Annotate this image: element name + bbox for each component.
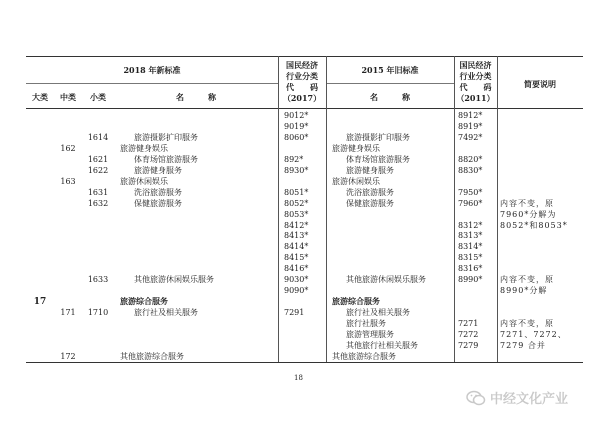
cell-code-2017: 8053* xyxy=(284,209,309,219)
remark-note: 内容不变，原 8990*分解 xyxy=(500,275,554,296)
cell-major: 17 xyxy=(33,297,47,308)
remark-note: 内容不变，原 7960*分解为 8052*和8053* xyxy=(500,198,568,230)
cell-old-name: 体育场馆旅游服务 xyxy=(346,154,410,164)
cell-code-2011: 7272 xyxy=(458,330,479,339)
cell-old-name: 旅游健身娱乐 xyxy=(332,143,380,153)
cell-old-name: 其他旅行社相关服务 xyxy=(346,340,418,350)
header-code-2017-line: 代 码 xyxy=(286,82,318,92)
watermark-text: 中经文化产业 xyxy=(490,392,569,407)
header-divider-rule-old xyxy=(326,83,454,84)
cell-code-2017: 8051* xyxy=(284,187,309,197)
cell-code-2011: 8912* xyxy=(458,111,483,120)
cell-name: 旅游休闲娱乐 xyxy=(120,176,168,186)
header-col-mid: 中类 xyxy=(60,92,76,102)
header-col-name: 名 称 xyxy=(176,92,216,102)
cell-minor: 1631 xyxy=(87,187,109,197)
header-bottom-rule xyxy=(26,108,583,109)
cell-code-2017: 9090* xyxy=(284,286,309,296)
table-top-rule xyxy=(26,56,583,57)
wechat-icon xyxy=(466,390,486,406)
cell-old-name: 洗浴旅游服务 xyxy=(346,187,394,197)
cell-mid: 162 xyxy=(60,143,76,153)
cell-code-2017: 8415* xyxy=(284,253,309,263)
cell-old-name: 旅游健身服务 xyxy=(346,165,394,175)
cell-code-2011: 8314* xyxy=(458,242,483,252)
cell-code-2011: 8315* xyxy=(458,253,483,263)
cell-code-2017: 9030* xyxy=(284,275,309,285)
cell-code-2017: 892* xyxy=(284,154,304,164)
cell-old-name: 保健旅游服务 xyxy=(346,198,394,208)
header-code-2011-line: 行业分类 xyxy=(459,71,492,81)
header-col-name-old: 名 称 xyxy=(370,92,410,102)
cell-old-name: 其他旅游休闲娱乐服务 xyxy=(346,275,426,285)
cell-code-2017: 9019* xyxy=(284,121,309,131)
cell-name: 旅游摄影扩印服务 xyxy=(134,132,198,142)
cell-code-2017: 8060* xyxy=(284,132,309,142)
header-old-standard: 2015 年旧标准 xyxy=(361,65,419,75)
header-code-2011-line: （2011） xyxy=(456,93,495,103)
cell-code-2017: 8413* xyxy=(284,231,309,241)
page-number: 18 xyxy=(294,374,303,382)
header-new-standard: 2018 年新标准 xyxy=(123,65,181,75)
cell-minor: 1622 xyxy=(87,165,109,175)
cell-minor: 1621 xyxy=(87,154,109,164)
header-col-minor: 小类 xyxy=(90,92,106,102)
cell-code-2011: 7279 xyxy=(458,340,479,350)
cell-name: 旅游健身娱乐 xyxy=(120,143,168,153)
cell-minor: 1632 xyxy=(87,198,109,208)
table-bottom-rule xyxy=(26,362,583,363)
cell-name: 旅游综合服务 xyxy=(120,296,168,307)
cell-name: 体育场馆旅游服务 xyxy=(134,154,198,164)
header-code-2017-line: 行业分类 xyxy=(286,71,318,81)
cell-old-name: 其他旅游综合服务 xyxy=(332,351,396,361)
watermark xyxy=(466,388,568,407)
cell-name: 旅游健身服务 xyxy=(134,165,182,175)
header-remarks: 简要说明 xyxy=(524,79,556,89)
cell-code-2017: 8930* xyxy=(284,165,309,175)
cell-mid: 171 xyxy=(60,308,76,318)
cell-mid: 172 xyxy=(60,351,76,361)
cell-name: 其他旅游休闲娱乐服务 xyxy=(134,275,214,285)
cell-code-2011: 8312* xyxy=(458,220,483,230)
header-code-2017-line: 国民经济 xyxy=(286,60,318,70)
cell-name: 洗浴旅游服务 xyxy=(134,187,182,197)
cell-old-name: 旅行社服务 xyxy=(346,319,386,329)
header-code-2011 xyxy=(454,60,497,104)
remark-note: 内容不变，原 7271、7272、7279 合并 xyxy=(500,319,567,351)
cell-old-name: 旅游管理服务 xyxy=(346,330,394,339)
cell-code-2011: 8316* xyxy=(458,264,483,274)
cell-code-2011: 8313* xyxy=(458,231,483,241)
cell-code-2011: 7950* xyxy=(458,187,483,197)
cell-old-name: 旅游综合服务 xyxy=(332,296,380,307)
cell-code-2011: 7492* xyxy=(458,132,483,142)
cell-minor: 1614 xyxy=(87,132,109,142)
cell-code-2017: 8414* xyxy=(284,242,309,252)
cell-code-2011: 8990* xyxy=(458,275,483,285)
cell-code-2017: 9012* xyxy=(284,111,309,120)
cell-old-name: 旅行社及相关服务 xyxy=(346,308,410,318)
cell-code-2017: 8412* xyxy=(284,220,309,230)
cell-code-2011: 7271 xyxy=(458,319,479,329)
cell-old-name: 旅游摄影扩印服务 xyxy=(346,132,410,142)
header-code-2017 xyxy=(278,60,326,104)
cell-code-2017: 7291 xyxy=(284,308,305,318)
header-code-2011-line: 国民经济 xyxy=(459,60,492,70)
cell-minor: 1710 xyxy=(87,308,109,318)
cell-code-2011: 8919* xyxy=(458,121,483,131)
header-col-major: 大类 xyxy=(32,92,48,102)
cell-name: 保健旅游服务 xyxy=(134,198,182,208)
cell-code-2011: 8830* xyxy=(458,165,483,175)
cell-minor: 1633 xyxy=(87,275,109,285)
cell-old-name: 旅游休闲娱乐 xyxy=(332,176,380,186)
cell-name: 旅行社及相关服务 xyxy=(134,308,198,318)
col-divider xyxy=(497,56,498,362)
cell-mid: 163 xyxy=(60,176,76,186)
cell-code-2011: 7960* xyxy=(458,198,483,208)
header-divider-rule xyxy=(26,83,278,84)
cell-code-2017: 8052* xyxy=(284,198,309,208)
cell-code-2011: 8820* xyxy=(458,154,483,164)
cell-code-2017: 8416* xyxy=(284,264,309,274)
header-code-2017-line: （2017） xyxy=(282,93,322,103)
cell-name: 其他旅游综合服务 xyxy=(120,351,184,361)
header-code-2011-line: 代 码 xyxy=(459,82,492,92)
